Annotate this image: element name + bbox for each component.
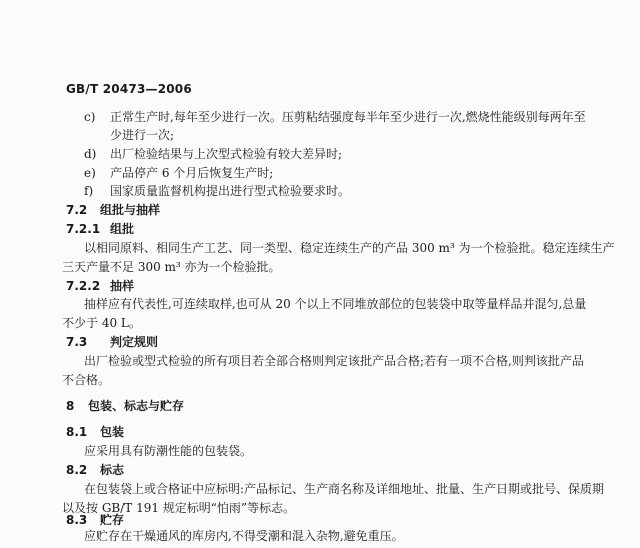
section-7-2-2-para-line2: 不少于 40 L。	[62, 316, 141, 330]
list-item-c-cont	[110, 127, 174, 143]
list-item-d	[84, 146, 342, 162]
list-label: e)	[84, 166, 96, 180]
section-7-3-para-line1: 出厂检验或型式检验的所有项目若全部合格则判定该批产品合格;若有一项不合格,则判该批产品	[84, 354, 584, 368]
section-number: 7.2.2	[66, 279, 101, 293]
section-8-2-para-line2: 以及按 GB/T 191 规定标明“怕雨”等标志。	[62, 501, 296, 515]
section-title: 贮存	[100, 513, 125, 527]
list-text: 正常生产时,每年至少进行一次。压剪粘结强度每半年至少进行一次,燃烧性能级别每两年至	[110, 110, 586, 124]
section-8-2-heading	[66, 462, 124, 478]
section-title: 组批与抽样	[100, 203, 161, 217]
section-title: 抽样	[110, 279, 135, 293]
section-8-3-para: 应贮存在干燥通风的库房内,不得受潮和混入杂物,避免重压。	[84, 529, 404, 543]
list-label: f)	[84, 184, 94, 198]
section-number: 8	[66, 399, 75, 413]
section-7-2-1-para-line2: 三天产量不足 300 m³ 亦为一个检验批。	[62, 260, 281, 274]
list-label: c)	[84, 110, 96, 124]
list-text: 出厂检验结果与上次型式检验有较大差异时;	[110, 147, 343, 161]
list-text: 产品停产 6 个月后恢复生产时;	[110, 166, 274, 180]
section-title: 标志	[100, 463, 125, 477]
section-number: 7.3	[66, 335, 88, 349]
list-label: d)	[84, 147, 97, 161]
section-7-2-1-heading	[66, 221, 134, 237]
section-7-2-2-para-line1: 抽样应有代表性,可连续取样,也可从 20 个以上不同堆放部位的包装袋中取等量样品并混匀,总量	[84, 297, 587, 311]
section-title: 组批	[110, 222, 135, 236]
section-title: 判定规则	[110, 335, 159, 349]
section-title: 包装、标志与贮存	[88, 399, 185, 413]
section-number: 8.2	[66, 463, 88, 477]
section-8-heading	[66, 398, 184, 414]
section-7-2-heading	[66, 202, 160, 218]
section-8-3-heading	[66, 512, 124, 528]
section-8-2-para-line1: 在包装袋上或合格证中应标明:产品标记、生产商名称及详细地址、批量、生产日期或批号、保质期	[84, 482, 605, 496]
list-item-c	[84, 109, 586, 125]
section-7-3-heading	[66, 334, 158, 350]
section-number: 7.2.1	[66, 222, 101, 236]
list-text: 国家质量监督机构提出进行型式检验要求时。	[110, 184, 351, 198]
section-title: 包装	[100, 425, 125, 439]
section-number: 8.3	[66, 513, 88, 527]
section-7-3-para-line2: 不合格。	[62, 373, 111, 387]
section-number: 8.1	[66, 425, 88, 439]
section-7-2-1-para-line1: 以相同原料、相同生产工艺、同一类型、稳定连续生产的产品 300 m³ 为一个检验批。稳定连续生产	[84, 241, 615, 255]
section-number: 7.2	[66, 203, 88, 217]
section-8-1-heading	[66, 424, 124, 440]
section-7-2-2-heading	[66, 278, 134, 294]
standard-number: GB/T 20473—2006	[66, 82, 192, 96]
section-8-1-para: 应采用具有防潮性能的包装袋。	[84, 444, 253, 458]
list-item-f	[84, 183, 350, 199]
list-text: 少进行一次;	[110, 128, 175, 142]
list-item-e	[84, 165, 273, 181]
